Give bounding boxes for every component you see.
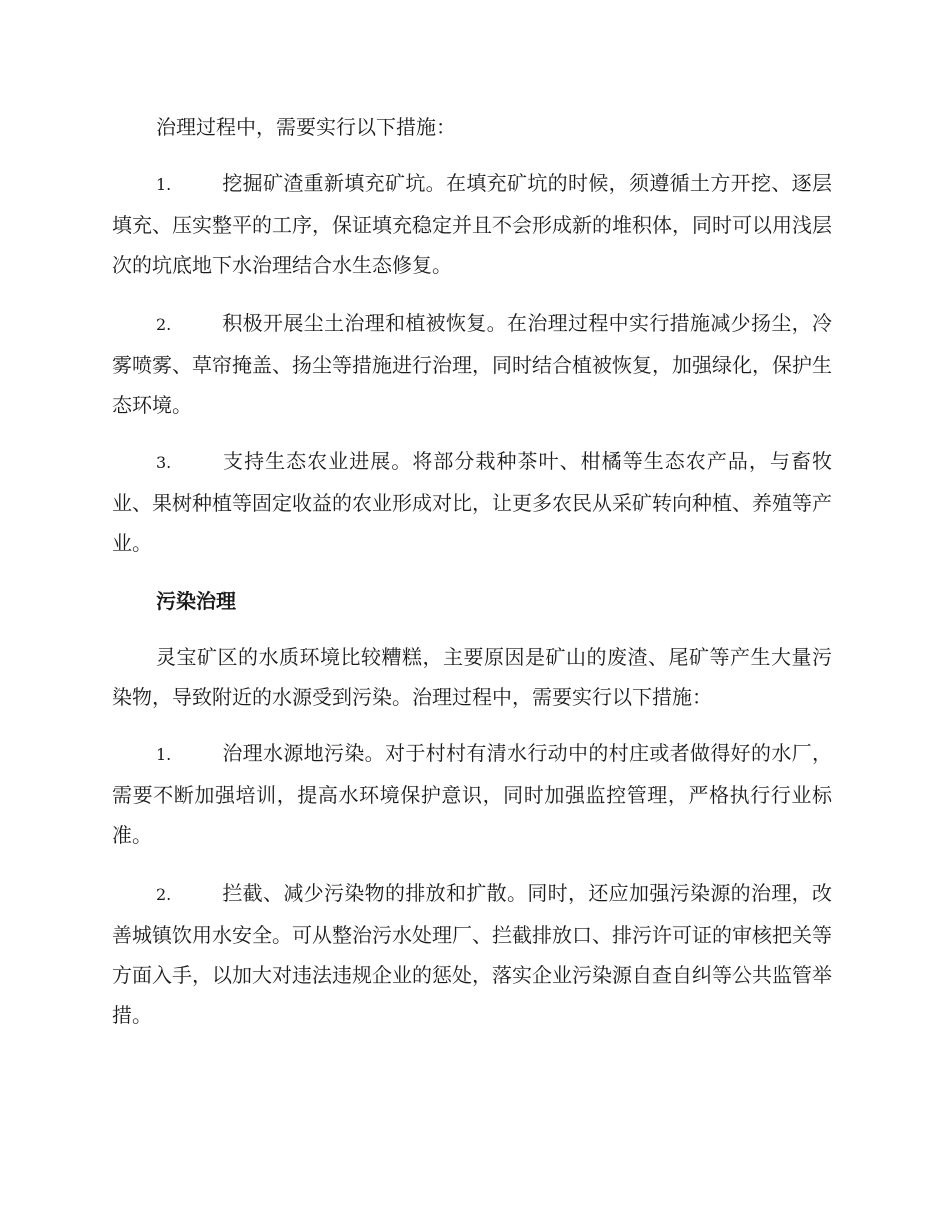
list-item-number: 3. [156,453,172,472]
list-item-text: 积极开展尘土治理和植被恢复。在治理过程中实行措施减少扬尘，冷雾喷雾、草帘掩盖、扬尘等措施进行治理，同时结合植被恢复，加强绿化，保护生态环境。 [112,311,832,417]
list-item [112,303,832,425]
list-item-number: 1. [156,175,172,194]
list-item-text: 治理水源地污染。对于村村有清水行动中的村庄或者做得好的水厂，需要不断加强培训，提高水环境保护意识，同时加强监控管理，严格执行行业标准。 [112,741,832,847]
section-heading: 污染治理 [156,589,236,613]
list-item [112,441,832,563]
list-item-number: 1. [156,745,172,764]
list-item-text: 支持生态农业进展。将部分栽种茶叶、柑橘等生态农产品，与畜牧业、果树种植等固定收益的农业形成对比，让更多农民从采矿转向种植、养殖等产业。 [112,449,832,555]
list-item [112,163,832,285]
list-item-text: 挖掘矿渣重新填充矿坑。在填充矿坑的时候，须遵循土方开挖、逐层填充、压实整平的工序，保证填充稳定并且不会形成新的堆积体，同时可以用浅层次的坑底地下水治理结合水生态修复。 [112,171,832,277]
list-item-number: 2. [156,315,172,334]
section-paragraph: 灵宝矿区的水质环境比较糟糕，主要原因是矿山的废渣、尾矿等产生大量污染物，导致附近的水源受到污染。治理过程中，需要实行以下措施： [112,645,832,709]
list-item-text: 拦截、减少污染物的排放和扩散。同时，还应加强污染源的治理，改善城镇饮用水安全。可从整治污水处理厂、拦截排放口、排污许可证的审核把关等方面入手，以加大对违法违规企业的惩处，落实企业污染源自查自纠等公共监管举措。 [112,881,832,1027]
list-item [112,733,832,855]
intro-paragraph: 治理过程中，需要实行以下措施： [156,115,456,139]
list-item [112,873,832,1035]
list-item-number: 2. [156,885,172,904]
